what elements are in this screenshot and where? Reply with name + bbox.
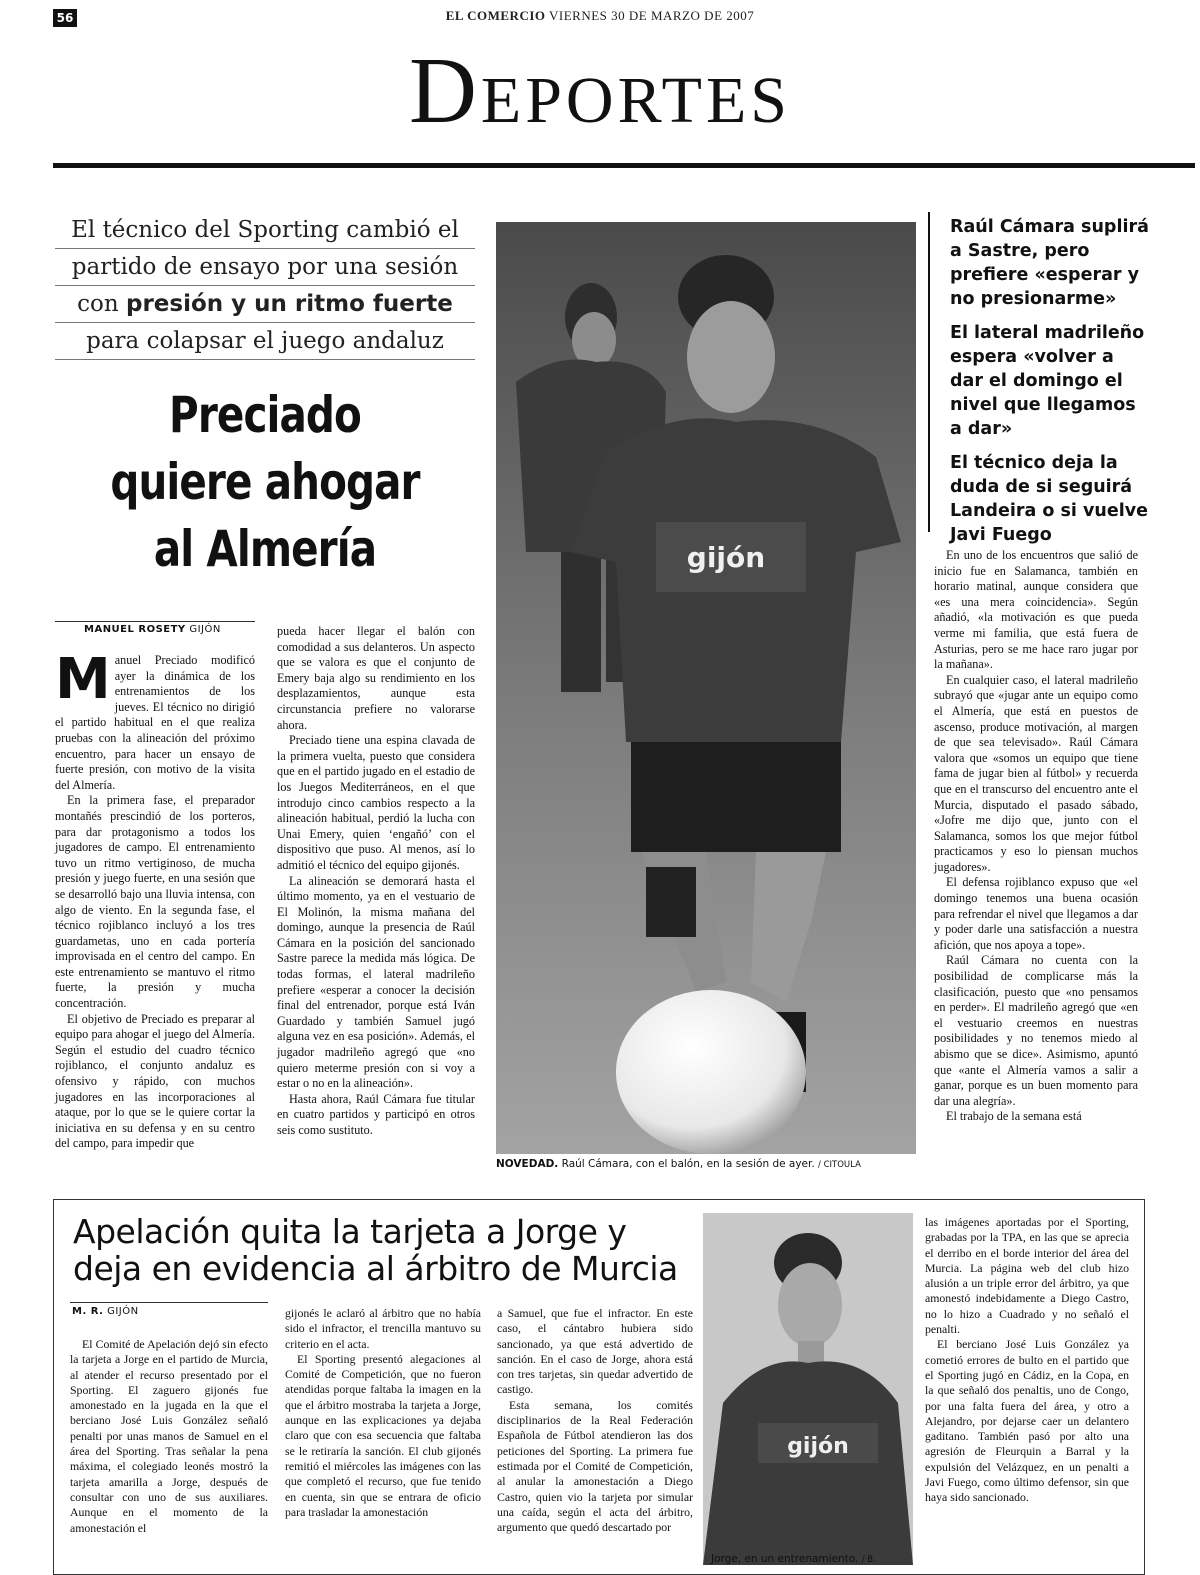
shirt-sponsor-text: gijón (686, 541, 766, 574)
photo-illustration (703, 1213, 913, 1565)
caption-credit: / B. (861, 1555, 876, 1565)
byline-place: GIJÓN (189, 624, 221, 635)
player-photo (703, 1213, 913, 1565)
match-photo (496, 222, 916, 1154)
headline-line: Apelación quita la tarjeta a Jorge y (73, 1212, 627, 1251)
highlight: El técnico deja la duda de si seguirá Landeira o si vuelve Javi Fuego (950, 453, 1148, 545)
byline-place: GIJÓN (107, 1306, 139, 1317)
byline-author: M. R. (72, 1306, 104, 1317)
highlight: Raúl Cámara suplirá a Sastre, pero prefiere «esperar y no presionarme» (950, 217, 1149, 309)
paragraph: El defensa rojiblanco expuso que «el domingo tenemos una buena ocasión para refrendar el nivel que llegamos a dar y poder darle una satisfacción a nuestra afición, que nos apoya a tope». (934, 875, 1138, 952)
byline (72, 1306, 139, 1317)
shirt-sponsor-text: gijón (787, 1434, 849, 1459)
sidebar-rule (928, 212, 930, 532)
section-title: Deportes (409, 39, 791, 143)
paragraph: Raúl Cámara no cuenta con la posibilidad de complicarse más la clasificación, puesto que «no pensamos en perder». El madrileño agregó que «en el vestuario creemos en nuestras posibilidades y no tenemos miedo al abismo que se dice». Asimismo, apuntó que «ante el Almería vamos a salir a ganar, porque es un buen momento para dar una alegría». (934, 953, 1138, 1108)
paragraph: El Sporting presentó alegaciones al Comité de Competición, que no fueron atendidas porque faltaba la imagen en la que el árbitro mostraba la tarjeta a Jorge, aunque en las explicaciones ya dejaba claro que con esa secuencia que faltaba se le retiraría la sanción. El club gijonés remitió el miércoles las imágenes con las que completó el recurso, que fue tenido en cuenta, sin que se entrara de oficio para trasladar la amonestación (285, 1351, 481, 1519)
caption-text: Raúl Cámara, con el balón, en la sesión de ayer. (561, 1158, 815, 1170)
paragraph: El trabajo de la semana está (946, 1109, 1082, 1124)
paragraph: El berciano José Luis González ya cometió errores de bulto en el partido que el Sporting jugó en Cádiz, en la Copa, en la que señaló dos penaltis, uno de Congo, por una falta fuera del área, y otro a Alejandro, por dejarse caer un delantero gaditano. También pasó por alto una agresión de Fleurquin a Barral y la expulsión del Velázquez, en un penalti a Javi Fuego, como último defensor, sin que haya sido sancionado. (925, 1337, 1129, 1505)
photo-caption (711, 1553, 876, 1565)
body-column-1 (55, 647, 255, 1152)
paragraph: El objetivo de Preciado es preparar al equipo para ahogar el juego del Almería. Según el estudio del cuadro técnico rojiblanco, el conjunto andaluz es ofensivo y rápido, con muchos jugadores en las incorporaciones al ataque, por lo que se le quiere cortar la iniciativa en su defensa y en su centro del campo, para impedir que (55, 1011, 255, 1151)
paragraph: las imágenes aportadas por el Sporting, grabadas por la TPA, en las que se aprecia el derribo en el borde interior del área del Murcia. La página web del club hizo alusión a un triple error del árbitro, ya que amonestó indebidamente a Diego Castro, no lo hizo a Cuadrado y no señaló el penalti. (925, 1215, 1129, 1337)
body-column-2 (277, 624, 475, 1139)
sidebar-highlights (950, 215, 1150, 557)
secondary-headline (73, 1213, 723, 1287)
paragraph: En cualquier caso, el lateral madrileño subrayó que «jugar ante un equipo como el Almería, que está en puestos de ascenso, produce motivación, al margen de que sea televisado». Raúl Cámara valora que «somos un equipo que tiene fama de jugar bien al fútbol» y recuerda que en el transcurso del encuentro ante el Murcia, disputado el pasado sábado, «Jofre me dijo que, junto con el Salamanca, somos los que mejor fútbol practicamos y eso lo piensan muchos jugadores». (934, 672, 1138, 874)
paragraph (55, 647, 255, 793)
dropcap: M (55, 647, 111, 712)
box-column-3 (497, 1306, 693, 1535)
deck-line: partido de ensayo por una sesión (55, 249, 475, 286)
caption-label: NOVEDAD. (496, 1158, 559, 1170)
paragraph-text: anuel Preciado modificó ayer la dinámica de los entrenamientos de los jueves. El técnico no dirigió el partido habitual en el que realiza pruebas con la alineación del próximo encuentro, para hacer un ensayo de fuerte presión, con motivo de la visita del Almería. (55, 653, 255, 792)
paragraph: Hasta ahora, Raúl Cámara fue titular en cuatro partidos y participó en otros seis como sustituto. (277, 1091, 475, 1137)
body-column-3 (934, 548, 1138, 1125)
newspaper-name: EL COMERCIO (445, 8, 546, 23)
deck-text: con (77, 291, 126, 317)
deck-line: para colapsar el juego andaluz (55, 323, 475, 360)
paragraph: pueda hacer llegar el balón con comodidad a sus delanteros. Un aspecto que se valora es que el conjunto de Emery baja algo su rendimiento en los desplazamientos, aunque esta circunstancia prefiere no valorarse ahora. (277, 624, 475, 732)
headline-line: al Almería (153, 520, 377, 578)
photo-caption (496, 1158, 916, 1170)
box-column-2 (285, 1306, 481, 1520)
headline-line: quiere ahogar (110, 453, 420, 511)
box-column-1 (70, 1337, 268, 1536)
paragraph: gijonés le aclaró al árbitro que no había sido el infractor, el trencilla mantuvo su criterio en el acta. (285, 1306, 481, 1351)
publication-date: VIERNES 30 DE MARZO DE 2007 (549, 8, 755, 23)
highlight: El lateral madrileño espera «volver a dar el domingo el nivel que llegamos a dar» (950, 323, 1145, 439)
folio (0, 8, 1200, 24)
article-headline (76, 382, 454, 583)
paragraph: La alineación se demorará hasta el último momento, ya en el vestuario de El Molinón, la misma mañana del domingo, aunque la presencia de Raúl Cámara en la posición del sancionado Sastre parece la medida más lógica. De todas formas, el lateral madrileño prefiere «esperar a conocer la decisión final del entrenador, porque está Iván Guardado y también Samuel jugó alguna vez en esa posición». Además, el jugador madrileño agregó que «no quiero meterme presión con si voy a estar o no en la alineación». (277, 873, 475, 1091)
byline-author: MANUEL ROSETY (84, 624, 186, 635)
deck-line: El técnico del Sporting cambió el (55, 212, 475, 249)
byline (84, 624, 221, 635)
paragraph: En la primera fase, el preparador montañés prescindió de los porteros, para dar protagonismo a todos los jugadores de campo. El entrenamiento tuvo un ritmo vertiginoso, de mucha presión y juego fuerte, en una sesión que se desarrolló bajo una lluvia intensa, con algo de viento. En la segunda fase, el técnico rojiblanco incluyó a los tres guardametas, uno en cada portería improvisada en el centro del campo. En este entrenamiento se mantuvo el ritmo fuerte, la presión y mucha concentración. (55, 793, 255, 1011)
paragraph: El Comité de Apelación dejó sin efecto la tarjeta a Jorge en el partido de Murcia, al atender el recurso presentado por el Sporting. El zaguero gijonés fue amonestado en la jugada en la que el berciano José Luis González señaló penalti por unas manos de Samuel en el área del Sporting. Tras señalar la pena máxima, el colegiado leonés mostró la tarjeta amarilla a Jorge, después de consultar con uno de sus auxiliares. Aunque en el momento de la amonestación el (70, 1337, 268, 1535)
article-deck (55, 212, 475, 360)
caption-text: Jorge, en un entrenamiento. (711, 1553, 859, 1565)
deck-line (55, 286, 475, 323)
deck-emphasis: presión y un ritmo fuerte (126, 291, 453, 317)
byline-rule (55, 621, 255, 622)
paragraph: En uno de los encuentros que salió de inicio fue en Salamanca, también en horario matinal, aunque considera que «es una mera coincidencia». Según añadió, «la motivación es que pueda verme mi familia, que está fuera de Asturias, pero se me hace raro jugar por la mañana». (934, 548, 1138, 672)
paragraph: a Samuel, que fue el infractor. En este caso, el cántabro hubiera sido sancionado, ya que está advertido de sanción. En el caso de Jorge, ahora está con tres tarjetas, sin quedar advertido de castigo. (497, 1306, 693, 1397)
paragraph: Preciado tiene una espina clavada de la primera vuelta, puesto que considera que en el partido jugado en el estadio de los Juegos Mediterráneos, en el que introdujo cinco cambios respecto a la alineación habitual, perdió la lucha con Unai Emery, quien ‘engañó’ con el dispositivo que puso. Al menos, así lo admitió el técnico del equipo gijonés. (277, 733, 475, 872)
box-column-4 (925, 1215, 1129, 1506)
header-rule (53, 163, 1195, 168)
photo-illustration (496, 222, 916, 1154)
paragraph: Esta semana, los comités disciplinarios de la Real Federación Española de Fútbol atendieron las dos peticiones del Sporting. La primera fue estimada por el Comité de Competición, al anular la amonestación a Diego Castro, quien vio la tarjeta por simular una caída, según el acta del árbitro, argumento que quedó descartado por (497, 1397, 693, 1535)
byline-rule (70, 1302, 268, 1303)
headline-line: Preciado (169, 386, 361, 444)
caption-credit: / CITOULA (818, 1160, 861, 1170)
headline-line: deja en evidencia al árbitro de Murcia (73, 1249, 678, 1288)
page-number: 56 (53, 9, 77, 27)
